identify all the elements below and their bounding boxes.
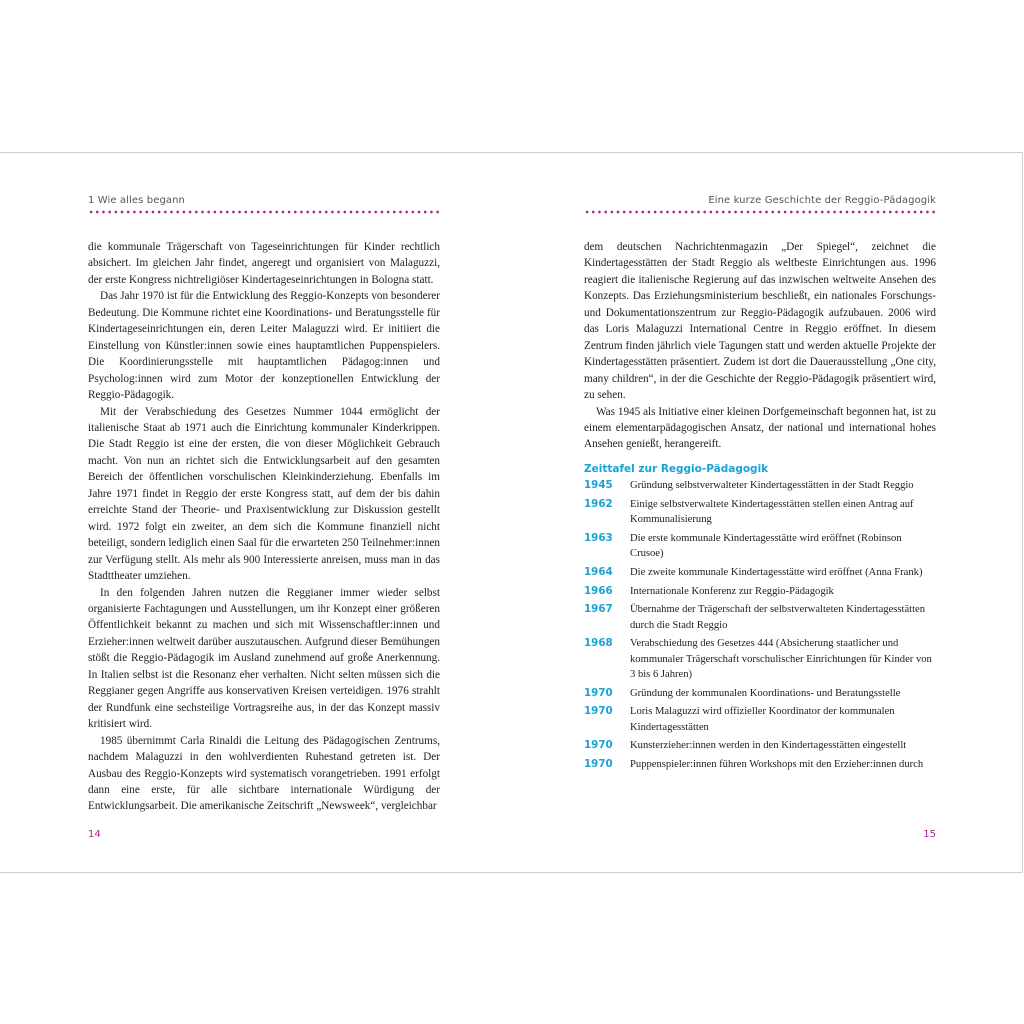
paragraph: Mit der Verabschiedung des Gesetzes Nummer 1044 ermöglicht der italienische Staat ab 1971 auch die Einrichtung kommunaler Kinderkrippen. Die Stadt Reggio ist eine der ersten, die von dieser Möglichkeit Gebrauch macht. Von nun an richtet sich die Entwicklungsarbeit auf den gesamten Bereich der öffentlichen vorschulischen Kleinkinderziehung. Ebenfalls im Jahre 1971 findet in Reggio der erste Kongress statt, auf dem der bis dahin erreichte Stand der Theorie- und Praxisentwicklung zur Diskussion gestellt wird. 1972 folgt ein zweiter, an dem sich die Kommune finanziell nicht beteiligt, sondern lediglich einen Saal für die erwarteten 250 Teilnehmer:innen zur Verfügung stellt. Als mehr als 900 Interessierte anreisen, muss man in das Stadttheater umziehen.: [88, 405, 440, 583]
timeline-row: [584, 584, 936, 599]
timeline-year: 1966: [584, 584, 613, 597]
dotted-rule: [584, 210, 936, 214]
paragraph: 1985 übernimmt Carla Rinaldi die Leitung des Pädagogischen Zentrums, nachdem Malaguzzi in den wohlverdienten Ruhestand getreten ist. Der Ausbau des Reggio-Konzepts wird systematisch vorangetrieben. 1991 erfolgt dann eine erste, für alle sichtbare internationale Würdigung der Entwicklungsarbeit. Die amerikanische Zeitschrift „Newsweek“, vergleichbar: [88, 734, 440, 813]
timeline-title: Zeittafel zur Reggio-Pädagogik: [584, 463, 769, 475]
timeline-row: [584, 565, 936, 580]
timeline-text: Die zweite kommunale Kindertagesstätte wird eröffnet (Anna Frank): [630, 566, 923, 578]
left-page: [88, 153, 440, 872]
timeline-text: Puppenspieler:innen führen Workshops mit den Erzieher:innen durch: [630, 759, 924, 771]
timeline-year: 1945: [584, 479, 613, 491]
timeline-year: 1964: [584, 565, 613, 578]
paragraph: die kommunale Trägerschaft von Tageseinrichtungen für Kinder rechtlich absichert. Im gleichen Jahr findet, angeregt und organisiert von Malaguzzi, der erste Kongress nichtreligiöser Kindertageseinrichtungen in Bologna statt.: [88, 241, 440, 286]
timeline-text: Kunsterzieher:innen werden in den Kindertagesstätten eingestellt: [630, 740, 907, 752]
timeline-row: [584, 602, 936, 632]
paragraph: In den folgenden Jahren nutzen die Reggianer immer wieder selbst organisierte Fachtagungen und Ausstellungen, um ihr Konzept einer größeren Öffentlichkeit bekannt zu machen und sich mit Wissenschaftler:innen und Erzieher:innen weltweit darüber auszutauschen. Aufgrund dieser Bemühungen stößt die Reggio-Pädagogik im Ausland zunehmend auf große Anerkennung. In Italien selbst ist die Resonanz eher verhalten. Nicht selten müssen sich die Reggianer gegen Angriffe aus konservativen Kreisen verteidigen. 1976 strahlt der Rundfunk eine sechsteilige Vortragsreihe aus, in der das Konzept massiv kritisiert wird.: [88, 586, 440, 731]
timeline-row: [584, 704, 936, 734]
timeline-row: [584, 531, 936, 561]
body-text: [88, 239, 440, 815]
timeline-year: 1970: [584, 705, 613, 718]
timeline-year: 1967: [584, 603, 613, 616]
right-page: [584, 153, 936, 872]
dotted-rule: [88, 210, 440, 214]
timeline-row: [584, 636, 936, 682]
timeline-year: 1963: [584, 531, 613, 544]
body-text: [584, 239, 936, 453]
paragraph: Das Jahr 1970 ist für die Entwicklung des Reggio-Konzepts von besonderer Bedeutung. Die Kommune richtet eine Koordinations- und Beratungsstelle für Kindertageseinrichtungen ein, deren Leiter Malaguzzi wird. Er initiiert die Einstellung von Künstler:innen sowie eines hauptamtlichen Puppenspielers. Die Koordinierungsstelle mit hauptamtlichen Pädagog:innen und Psycholog:innen wird zum Motor der konzeptionellen Entwicklung der Reggio-Pädagogik.: [88, 290, 440, 402]
timeline-year: 1968: [584, 637, 613, 650]
timeline-year: 1962: [584, 497, 613, 510]
book-spread: [0, 152, 1023, 873]
running-head: Eine kurze Geschichte der Reggio-Pädagogik: [708, 195, 936, 206]
timeline-text: Die erste kommunale Kindertagesstätte wird eröffnet (Robinson Crusoe): [630, 532, 902, 559]
timeline-row: [584, 757, 936, 772]
timeline-text: Gründung der kommunalen Koordinations- und Beratungsstelle: [630, 687, 901, 699]
timeline-text: Übernahme der Trägerschaft der selbstverwalteten Kindertagesstätten durch die Stadt Reggio: [630, 604, 926, 631]
timeline-row: [584, 738, 936, 753]
timeline-row: [584, 686, 936, 701]
paragraph: dem deutschen Nachrichtenmagazin „Der Spiegel“, zeichnet die Kindertagesstätten der Stadt Reggio als weltbeste Einrichtungen aus. 1996 reagiert die italienische Regierung auf das inzwischen weltweite Ansehen des Konzepts. Das Erziehungsministerium beschließt, ein nationales Forschungs- und Dokumentationszentrum zur Reggio-Pädagogik aufzubauen. 2006 wird das Loris Malaguzzi International Centre in Reggio eröffnet. In diesem Zentrum finden jährlich viele Tagungen statt und werden aktuelle Projekte der Kindertagesstätten präsentiert. Zudem ist dort die Dauerausstellung „One city, many children“, in der die Geschichte der Reggio-Pädagogik präsentiert wird, zu sehen.: [584, 241, 936, 402]
running-head: 1 Wie alles begann: [88, 195, 185, 206]
timeline: [584, 478, 936, 776]
timeline-text: Gründung selbstverwalteter Kindertagesstätten in der Stadt Reggio: [630, 480, 914, 491]
timeline-row: [584, 497, 936, 527]
paragraph: Was 1945 als Initiative einer kleinen Dorfgemeinschaft begonnen hat, ist zu einem elementarpädagogischen Ansatz, der national und international hohes Ansehen genießt, herangereift.: [584, 405, 936, 451]
timeline-year: 1970: [584, 758, 613, 771]
timeline-text: Internationale Konferenz zur Reggio-Pädagogik: [630, 585, 834, 597]
timeline-text: Loris Malaguzzi wird offizieller Koordinator der kommunalen Kindertagesstätten: [630, 706, 895, 733]
timeline-text: Verabschiedung des Gesetzes 444 (Absicherung staatlicher und kommunaler Trägerschaft vorschulischer Einrichtungen für Kinder von 3 bis 6 Jahren): [630, 638, 932, 680]
page-number: 14: [88, 829, 101, 840]
timeline-text: Einige selbstverwaltete Kindertagesstätten stellen einen Antrag auf Kommunalisierung: [630, 498, 914, 525]
timeline-year: 1970: [584, 739, 613, 752]
timeline-year: 1970: [584, 686, 613, 699]
timeline-row: [584, 478, 936, 493]
page-number: 15: [923, 829, 936, 840]
